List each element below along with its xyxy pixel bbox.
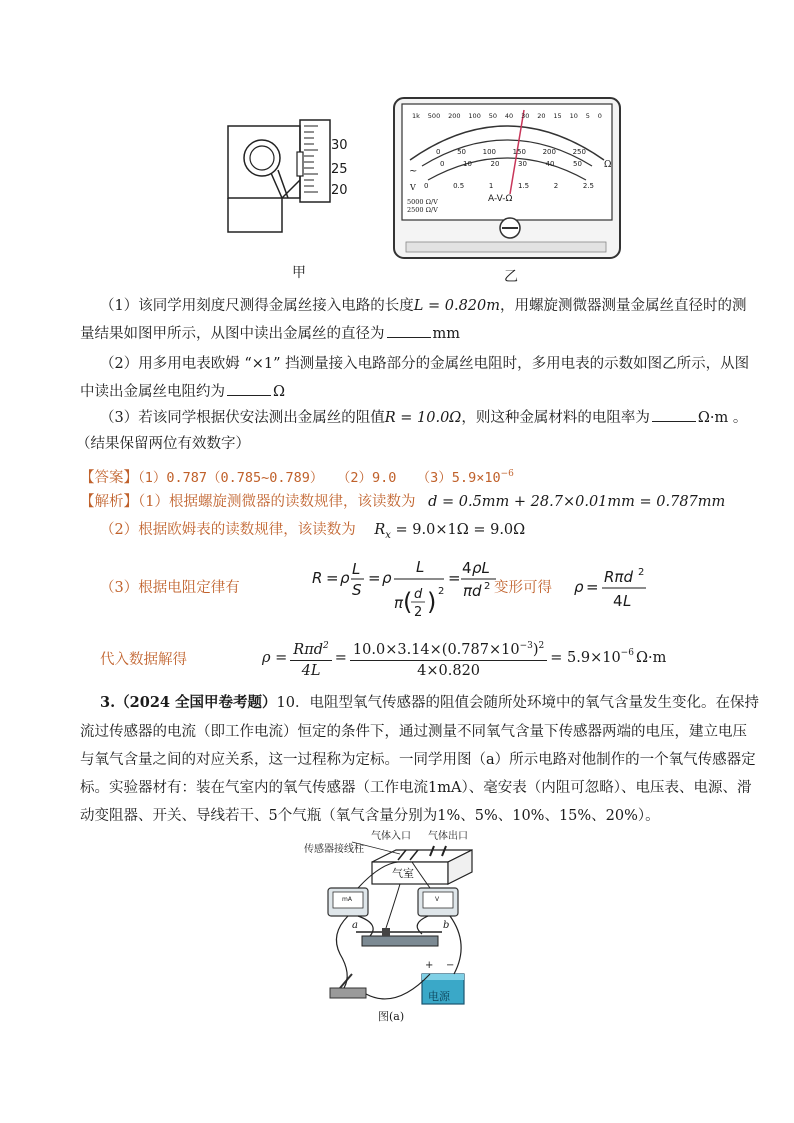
meter-top-10: 5 [585,112,590,120]
svg-text:4: 4 [613,592,623,610]
analysis-2-equation: = 9.0×1Ω = 9.0Ω [390,522,526,538]
q2-p1-length: L = 0.820m [413,298,500,314]
q2-p3-blank[interactable] [652,407,696,422]
svg-text:=: = [586,578,599,596]
q3-line5: 动变阻器、开关、导线若干、5个气瓶（氧气含量分别为1%、5%、10%、15%、20%）。 [80,808,660,824]
substitution-numerator-exp: −3 [519,641,533,651]
svg-text:ρ: ρ [340,569,350,587]
analysis-2-subscript: x [385,529,391,541]
substitution-numerator: 10.0×3.14×(0.787×10 [352,641,520,658]
q2-p2-unit: Ω [273,384,286,400]
q2-p3-text-c: （结果保留两位有效数字） [76,436,250,452]
meter-mid-1: 50 [457,148,466,156]
q2-p1-text-c: 量结果如图甲所示，从图中读出金属丝的直径为 [80,326,385,342]
meter-low-3: 30 [518,160,527,168]
svg-text:=: = [448,569,461,587]
svg-text:2: 2 [438,586,445,597]
analysis-1-text: （1）根据螺旋测微器的读数规律，该读数为 [138,494,416,510]
meter-low-1: 10 [463,160,472,168]
svg-text:Rπd: Rπd [604,568,633,586]
q2-p2-text-a: （2）用多用电表欧姆 “×1” 挡测量接入电路部分的金属丝电阻时，多用电表的示数如图乙所示，从图 [100,356,750,372]
q2-p1-unit: mm [432,326,460,342]
meter-top-4: 50 [488,112,498,120]
q2-p3-resistance: R = 10.0Ω [384,410,462,426]
q3-line1 [100,688,759,718]
svg-text:d: d [414,587,423,602]
meter-tilde: ~ [409,166,418,177]
meter-mid-0: 0 [436,148,441,156]
meter-mid-5: 250 [572,148,586,156]
analysis-line1 [80,488,725,517]
meter-omega-label: Ω [604,160,612,170]
answer-exponent: −6 [500,469,514,479]
analysis-tag: 【解析】 [80,494,138,510]
meter-top-0: 1k [412,112,420,120]
circuit-label-minus: − [446,960,455,971]
substitution-numerator-square: 2 [538,641,545,651]
analysis-3-text: （3）根据电阻定律有 [100,580,240,596]
q3-text-1: 10．电阻型氧气传感器的阻值会随所处环境中的氧气含量发生变化。在保持 [276,695,759,711]
circuit-label-gas-in: 气体入口 [371,831,411,842]
meter-top-6: 30 [521,112,530,120]
substitution-label: 代入数据解得 [100,652,187,668]
meter-top-3: 100 [468,112,481,120]
meter-mid-3: 150 [512,148,526,156]
micrometer-tick-20: 20 [331,183,348,198]
meter-sensitivity-2: 2500 Ω/V [407,206,438,214]
q3-line2: 流过传感器的电流（即工作电流）恒定的条件下，通过测量不同氧气含量下传感器两端的电压，建立电压 [80,724,747,740]
circuit-label-sensor-terminal: 传感器接线柱 [304,844,364,855]
meter-sensitivity-1: 5000 Ω/V [407,198,438,206]
circuit-label-milliammeter: mA [342,896,352,903]
svg-text:(: ( [403,588,413,616]
resistance-law-equation [310,552,500,628]
svg-text:ρ: ρ [382,569,392,587]
meter-low-4: 40 [545,160,555,168]
meter-top-11: 0 [597,112,602,120]
substitution-numerator-end: ) [532,641,539,658]
q3-line3: 与氧气含量之间的对应关系，这一过程称为定标。一同学用图（a）所示电路对他制作的一个氧气传感器定 [80,752,756,768]
meter-top-8: 15 [553,112,562,120]
meter-top-2: 200 [448,112,461,120]
figure-caption-jia: 甲 [292,265,306,281]
meter-ac-3: 1.5 [517,182,530,190]
circuit-label-voltmeter: V [435,896,440,903]
analysis-2-symbol: R [374,522,386,538]
substitution-rho: ρ = [262,650,288,667]
svg-text:): ) [427,588,437,616]
analysis-2-text: （2）根据欧姆表的读数规律，该读数为 [100,522,356,538]
meter-v-label: V [410,183,416,192]
micrometer-tick-30: 30 [331,138,348,153]
meter-scale-mid [436,148,586,156]
q2-p2-text-b: 中读出金属丝电阻约为 [80,384,225,400]
multimeter-figure [392,96,622,261]
circuit-label-power: 电源 [428,990,450,1003]
substitution-result-unit: Ω·m [635,650,667,667]
svg-text:ρ: ρ [574,578,584,596]
substitution-eq-sign: = [334,650,347,667]
svg-text:R: R [312,569,323,587]
meter-top-7: 20 [537,112,546,120]
micrometer-figure [222,118,342,238]
meter-scale-ac [424,182,594,190]
meter-low-0: 0 [440,160,445,168]
substitution-denominator: 4×0.820 [417,662,481,679]
meter-mid-2: 100 [482,148,496,156]
answer-text: （1）0.787（0.785~0.789） （2）9.0 （3）5.9×10 [138,469,501,486]
q2-part2-line1 [100,350,749,379]
substitution-frac-1: $\frac{R\pi d^2}{4L}$ [290,636,331,681]
q2-p2-blank[interactable] [227,381,271,396]
meter-mid-4: 200 [542,148,556,156]
substitution-result-exp: −6 [620,648,634,659]
meter-low-5: 50 [573,160,582,168]
meter-ac-0: 0 [424,182,429,190]
svg-text:L: L [352,560,361,578]
meter-top-5: 40 [504,112,514,120]
q2-p1-text-b: ，用螺旋测微器测量金属丝直径时的测 [500,298,747,314]
q2-p3-text-a: （3）若该同学根据伏安法测出金属丝的阻值 [100,410,385,426]
q2-part2-line2 [80,378,285,407]
meter-low-2: 20 [490,160,500,168]
circuit-label-chamber: 气室 [392,867,414,880]
svg-text:=: = [326,569,339,587]
meter-ac-1: 0.5 [453,182,465,190]
svg-text:2: 2 [484,581,491,592]
q2-p3-text-b: ，则这种金属材料的电阻率为 [461,410,650,426]
svg-text:=: = [368,569,381,587]
resistivity-equation [572,562,652,614]
circuit-label-gas-out: 气体出口 [428,831,468,842]
q2-part1-line1 [100,292,747,321]
micrometer-tick-25: 25 [331,162,348,177]
figure-caption-yi: 乙 [504,269,518,285]
circuit-label-b: b [443,920,450,931]
analysis-1-equation: d = 0.5mm + 28.7×0.01mm = 0.787mm [428,494,726,510]
q2-p1-blank[interactable] [387,323,431,338]
circuit-caption: 图(a) [378,1010,405,1023]
analysis-line2 [100,516,525,550]
meter-top-9: 10 [569,112,578,120]
substitution-frac-2 [350,636,547,681]
meter-scale-low [440,160,582,168]
meter-ac-5: 2.5 [582,182,594,190]
svg-text:L: L [623,592,632,610]
q2-part3-line2 [76,430,250,459]
answer-tag: 【答案】 [80,469,138,486]
svg-text:L: L [416,558,425,576]
q2-part1-line2 [80,320,460,349]
svg-text:πd: πd [463,582,482,600]
svg-text:2: 2 [414,605,423,620]
circuit-label-plus: + [425,960,434,971]
meter-center-label: A-V-Ω [488,194,513,204]
svg-text:2: 2 [638,567,645,578]
q3-line4: 标。实验器材有：装在气室内的氧气传感器（工作电流1mA）、毫安表（内阻可忽略）、电压表、电源、滑 [80,780,752,796]
q2-p1-text-a: （1）该同学用刻度尺测得金属丝接入电路的长度 [100,298,414,314]
substitution-equation [262,636,666,681]
meter-scale-top [412,112,602,120]
q2-part3-line1 [100,404,747,433]
svg-text:S: S [352,581,362,599]
q2-p3-unit: Ω·m 。 [697,410,748,426]
substitution-result: = 5.9×10 [550,650,621,667]
meter-ac-4: 2 [553,182,559,190]
meter-top-1: 500 [427,112,441,120]
svg-text:4: 4 [462,559,472,577]
svg-text:ρL: ρL [472,559,490,577]
q3-heading: 3.（2024 全国甲卷考题） [100,694,277,711]
meter-ac-2: 1 [488,182,494,190]
circuit-label-a: a [352,920,358,931]
svg-text:π: π [394,594,404,612]
analysis-3-transform-text: 变形可得 [494,580,552,596]
